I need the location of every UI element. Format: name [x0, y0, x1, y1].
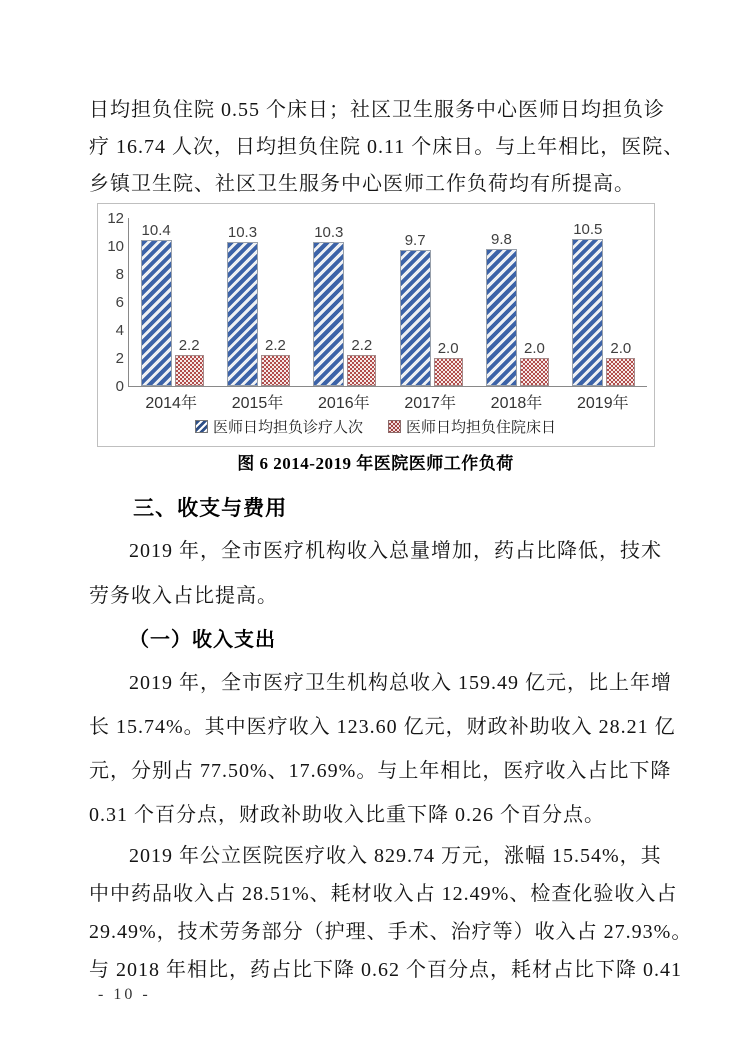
red-checkered-swatch-icon	[389, 421, 400, 432]
bar-column	[400, 232, 431, 386]
text-line: 2019 年公立医院医疗收入 829.74 万元，涨幅 15.54%，其	[129, 845, 662, 867]
chart-legend	[98, 416, 654, 437]
outpatient-bar	[227, 242, 258, 386]
value-label: 9.7	[404, 232, 426, 250]
value-label: 2.0	[610, 340, 632, 357]
text-line: 与 2018 年相比，药占比下降 0.62 个百分点，耗材占比下降 0.41	[89, 959, 682, 981]
figure-6-bar-chart	[97, 203, 655, 447]
value-label: 2.0	[437, 340, 459, 357]
text-line: 乡镇卫生院、社区卫生服务中心医师工作负荷均有所提高。	[89, 173, 635, 195]
bar-column	[572, 221, 603, 386]
bar-group-2017年	[388, 218, 474, 386]
inpatient-bar	[175, 355, 204, 386]
y-tick-label: 12	[107, 210, 124, 227]
outpatient-bar	[572, 239, 603, 386]
text-line: 劳务收入占比提高。	[89, 585, 278, 607]
legend-item-inpatient-bed-days	[389, 416, 556, 437]
value-label: 10.3	[314, 223, 344, 241]
y-tick-label: 4	[115, 322, 124, 339]
y-tick-label: 8	[115, 266, 124, 283]
value-label: 2.2	[265, 337, 286, 355]
x-axis-label: 2019年	[577, 395, 629, 412]
subsection-heading: （一）收入支出	[129, 629, 276, 651]
y-tick-label: 10	[107, 238, 124, 255]
figure-caption: 图 6 2014-2019 年医院医师工作负荷	[237, 454, 514, 473]
text-line: 29.49%，技术劳务部分（护理、手术、治疗等）收入占 27.93%。	[89, 921, 693, 943]
text-line: 长 15.74%。其中医疗收入 123.60 亿元，财政补助收入 28.21 亿	[89, 716, 676, 738]
bar-group-2018年	[474, 218, 560, 386]
legend-label: 医师日均担负诊疗人次	[212, 419, 363, 436]
y-tick-label: 2	[115, 350, 124, 367]
bar-group-2014年	[129, 218, 215, 386]
section-paragraph	[89, 529, 662, 619]
section-heading: 三、收支与费用	[133, 497, 288, 520]
bar-group-2019年	[561, 218, 647, 386]
x-axis-label: 2014年	[145, 395, 197, 412]
bar-group-2016年	[302, 218, 388, 386]
value-label: 2.2	[178, 337, 200, 355]
value-label: 10.3	[227, 223, 258, 241]
intro-paragraph	[89, 92, 685, 203]
legend-label: 医师日均担负住院床日	[406, 419, 557, 436]
page-content	[89, 92, 693, 989]
inpatient-bar	[347, 355, 376, 386]
value-label: 10.4	[141, 222, 171, 240]
text-line: 日均担负住院 0.55 个床日；社区卫生服务中心医师日均担负诊	[89, 99, 665, 121]
bar-column	[434, 340, 463, 386]
plot-area	[128, 218, 647, 387]
x-axis-label: 2017年	[404, 395, 456, 412]
x-axis-label: 2016年	[318, 395, 370, 412]
legend-item-outpatient-visits	[196, 416, 363, 437]
outpatient-bar	[400, 250, 431, 386]
page-number: - 10 -	[98, 986, 151, 1003]
bar-column	[313, 224, 344, 386]
bar-column	[261, 337, 290, 386]
value-label: 2.0	[524, 340, 545, 357]
bar-column	[520, 340, 549, 386]
y-tick-label: 0	[115, 378, 124, 395]
blue-striped-swatch-icon	[196, 421, 207, 432]
x-axis-label: 2018年	[490, 395, 543, 412]
outpatient-bar	[486, 249, 517, 386]
value-label: 10.5	[573, 221, 603, 238]
bar-column	[227, 224, 258, 386]
inpatient-bar	[520, 358, 549, 386]
text-line: 0.31 个百分点，财政补助收入比重下降 0.26 个百分点。	[89, 804, 605, 826]
text-line: 元，分别占 77.50%、17.69%。与上年相比，医疗收入占比下降	[89, 760, 672, 782]
bar-column	[175, 337, 204, 386]
outpatient-bar	[313, 242, 344, 386]
income-expenditure-paragraph	[89, 661, 676, 837]
text-line: 中中药品收入占 28.51%、耗材收入占 12.49%、检查化验收入占	[89, 883, 678, 905]
bar-column	[606, 340, 635, 386]
inpatient-bar	[606, 358, 635, 386]
text-line: 2019 年，全市医疗卫生机构总收入 159.49 亿元，比上年增	[129, 672, 672, 694]
inpatient-bar	[261, 355, 290, 386]
inpatient-bar	[434, 358, 463, 386]
bar-column	[486, 231, 517, 386]
bar-column	[141, 222, 172, 386]
public-hospital-income-paragraph	[89, 837, 693, 989]
y-tick-label: 6	[115, 294, 124, 311]
outpatient-bar	[141, 240, 172, 386]
bar-column	[347, 337, 376, 386]
value-label: 9.8	[491, 230, 512, 248]
text-line: 疗 16.74 人次，日均担负住院 0.11 个床日。与上年相比，医院、	[89, 136, 685, 158]
text-line: 2019 年，全市医疗机构收入总量增加，药占比降低，技术	[129, 540, 662, 562]
x-axis-label: 2015年	[231, 395, 284, 412]
x-axis-labels	[128, 390, 646, 413]
bar-group-2015年	[215, 218, 301, 386]
value-label: 2.2	[351, 337, 373, 355]
